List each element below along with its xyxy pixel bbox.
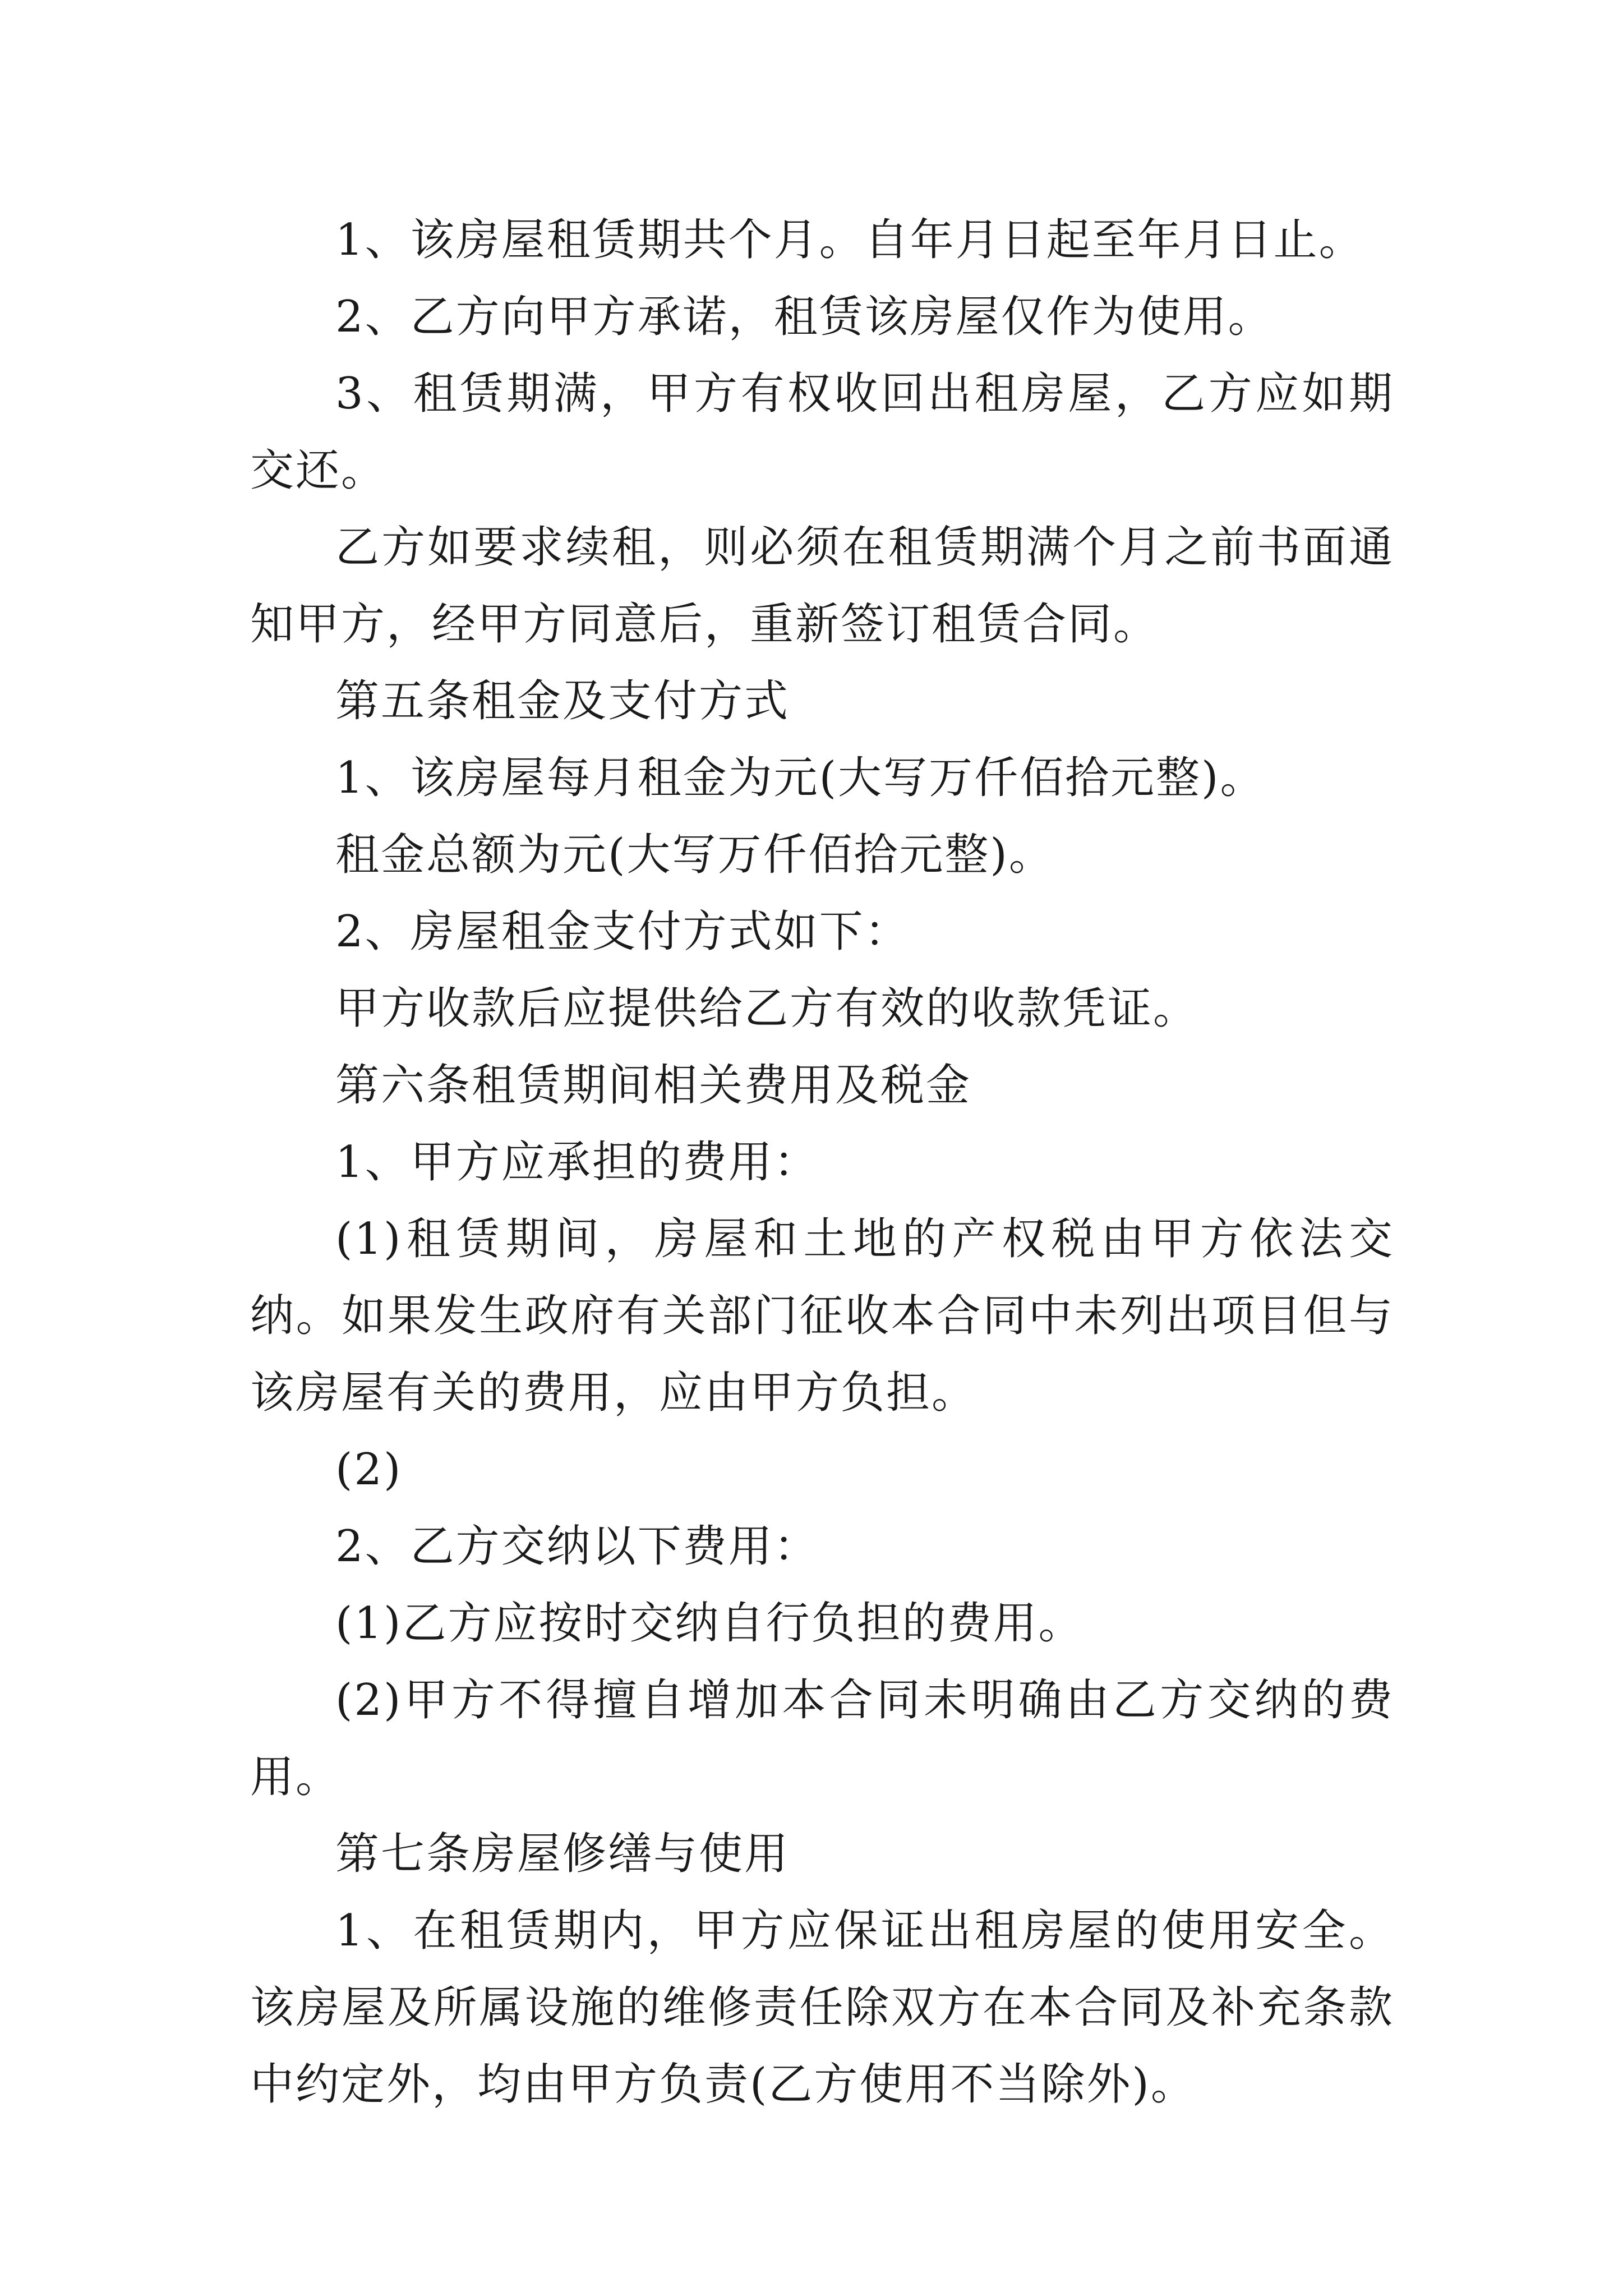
paragraph-total-rent: 租金总额为元(大写万仟佰拾元整)。 (335, 830, 1054, 880)
paragraph-lease-term: 1、该房屋租赁期共个月。自年月日起至年月日止。 (335, 215, 1364, 265)
paragraph-party-a-fees: 1、甲方应承担的费用： (335, 1137, 819, 1188)
paragraph-party-b-fees: 2、乙方交纳以下费用： (335, 1521, 819, 1572)
paragraph-monthly-rent: 1、该房屋每月租金为元(大写万仟佰拾元整)。 (335, 753, 1266, 803)
paragraph-repair-responsibility: 1、在租赁期内，甲方应保证出租房屋的使用安全。该房屋及所属设施的维修责任除双方在本合同及补充条款中约定外，均由甲方负责(乙方使用不当除外)。 (250, 1906, 1394, 2110)
document-body (250, 202, 1394, 2123)
paragraph-party-b-timely-payment: (1)乙方应按时交纳自行负担的费用。 (335, 1598, 1084, 1649)
paragraph-lease-expiry: 3、租赁期满，甲方有权收回出租房屋，乙方应如期交还。 (250, 369, 1394, 496)
paragraph-item-2-empty: (2) (335, 1444, 403, 1495)
paragraph-no-extra-fees: (2)甲方不得擅自增加本合同未明确由乙方交纳的费用。 (250, 1675, 1394, 1802)
paragraph-renewal: 乙方如要求续租，则必须在租赁期满个月之前书面通知甲方，经甲方同意后，重新签订租赁合同。 (250, 522, 1394, 650)
section-heading-article-5: 第五条租金及支付方式 (335, 676, 790, 726)
paragraph-property-tax: (1)租赁期间，房屋和土地的产权税由甲方依法交纳。如果发生政府有关部门征收本合同中未列出项目但与该房屋有关的费用，应由甲方负担。 (250, 1214, 1394, 1418)
paragraph-receipt: 甲方收款后应提供给乙方有效的收款凭证。 (335, 983, 1199, 1034)
paragraph-payment-method: 2、房屋租金支付方式如下： (335, 907, 910, 957)
section-heading-article-6: 第六条租赁期间相关费用及税金 (335, 1060, 972, 1111)
section-heading-article-7: 第七条房屋修缮与使用 (335, 1829, 790, 1879)
paragraph-usage-promise: 2、乙方向甲方承诺，租赁该房屋仅作为使用。 (335, 292, 1274, 342)
